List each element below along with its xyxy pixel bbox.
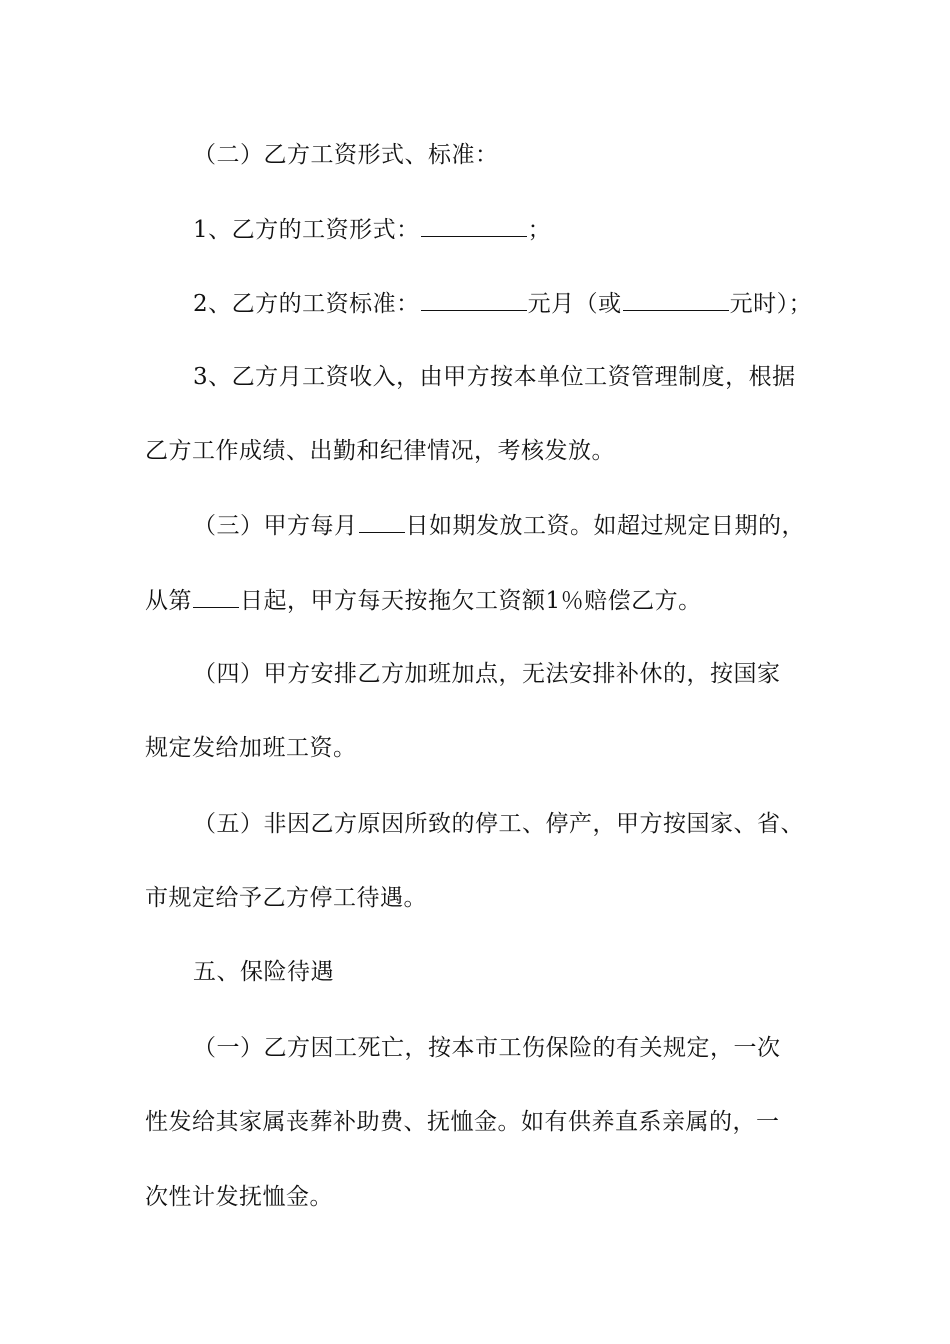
text: 元时）； [729, 291, 813, 317]
text: 日起，甲方每天按拖欠工资额1％赔偿乙方。 [240, 588, 702, 614]
text: 2、乙方的工资标准： [193, 291, 420, 317]
paragraph-work-stoppage-line1 [193, 809, 893, 839]
paragraph-work-death-line3 [145, 1182, 845, 1212]
paragraph-work-death-line1 [193, 1033, 893, 1063]
text: 次性计发抚恤金。 [145, 1184, 333, 1210]
paragraph-wage-form-heading [193, 140, 893, 170]
text: （四）甲方安排乙方加班加点，无法安排补休的，按国家 [193, 661, 781, 687]
fill-in-blank[interactable] [421, 288, 527, 311]
fill-in-blank[interactable] [421, 214, 527, 237]
text: ； [527, 217, 552, 243]
paragraph-pay-date-line2 [145, 585, 845, 615]
fill-in-blank[interactable] [623, 288, 729, 311]
text: 日如期发放工资。如超过规定日期的， [405, 513, 805, 539]
text: （二）乙方工资形式、标准： [193, 142, 499, 168]
paragraph-wage-standard [193, 288, 893, 318]
text: 元月（或 [527, 291, 622, 317]
text: 1、乙方的工资形式： [193, 217, 420, 243]
paragraph-monthly-income-line2 [145, 436, 845, 466]
text: 乙方工作成绩、出勤和纪律情况，考核发放。 [145, 438, 615, 464]
paragraph-wage-form [193, 214, 893, 244]
paragraph-work-death-line2 [145, 1107, 845, 1137]
section-heading-insurance [193, 957, 893, 987]
text: （三）甲方每月 [193, 513, 358, 539]
paragraph-work-stoppage-line2 [145, 883, 845, 913]
paragraph-pay-date-line1 [193, 510, 893, 540]
text: 性发给其家属丧葬补助费、抚恤金。如有供养直系亲属的，一 [145, 1109, 780, 1135]
text: 市规定给予乙方停工待遇。 [145, 885, 427, 911]
fill-in-blank[interactable] [359, 510, 405, 533]
text: 五、保险待遇 [193, 959, 334, 985]
text: 从第 [145, 588, 192, 614]
text: 规定发给加班工资。 [145, 735, 357, 761]
paragraph-monthly-income-line1 [193, 362, 893, 392]
fill-in-blank[interactable] [193, 585, 239, 608]
paragraph-overtime-line2 [145, 733, 845, 763]
paragraph-overtime-line1 [193, 659, 893, 689]
text: 3、乙方月工资收入，由甲方按本单位工资管理制度，根据 [193, 364, 796, 390]
text: （一）乙方因工死亡，按本市工伤保险的有关规定，一次 [193, 1035, 781, 1061]
text: （五）非因乙方原因所致的停工、停产，甲方按国家、省、 [193, 811, 804, 837]
